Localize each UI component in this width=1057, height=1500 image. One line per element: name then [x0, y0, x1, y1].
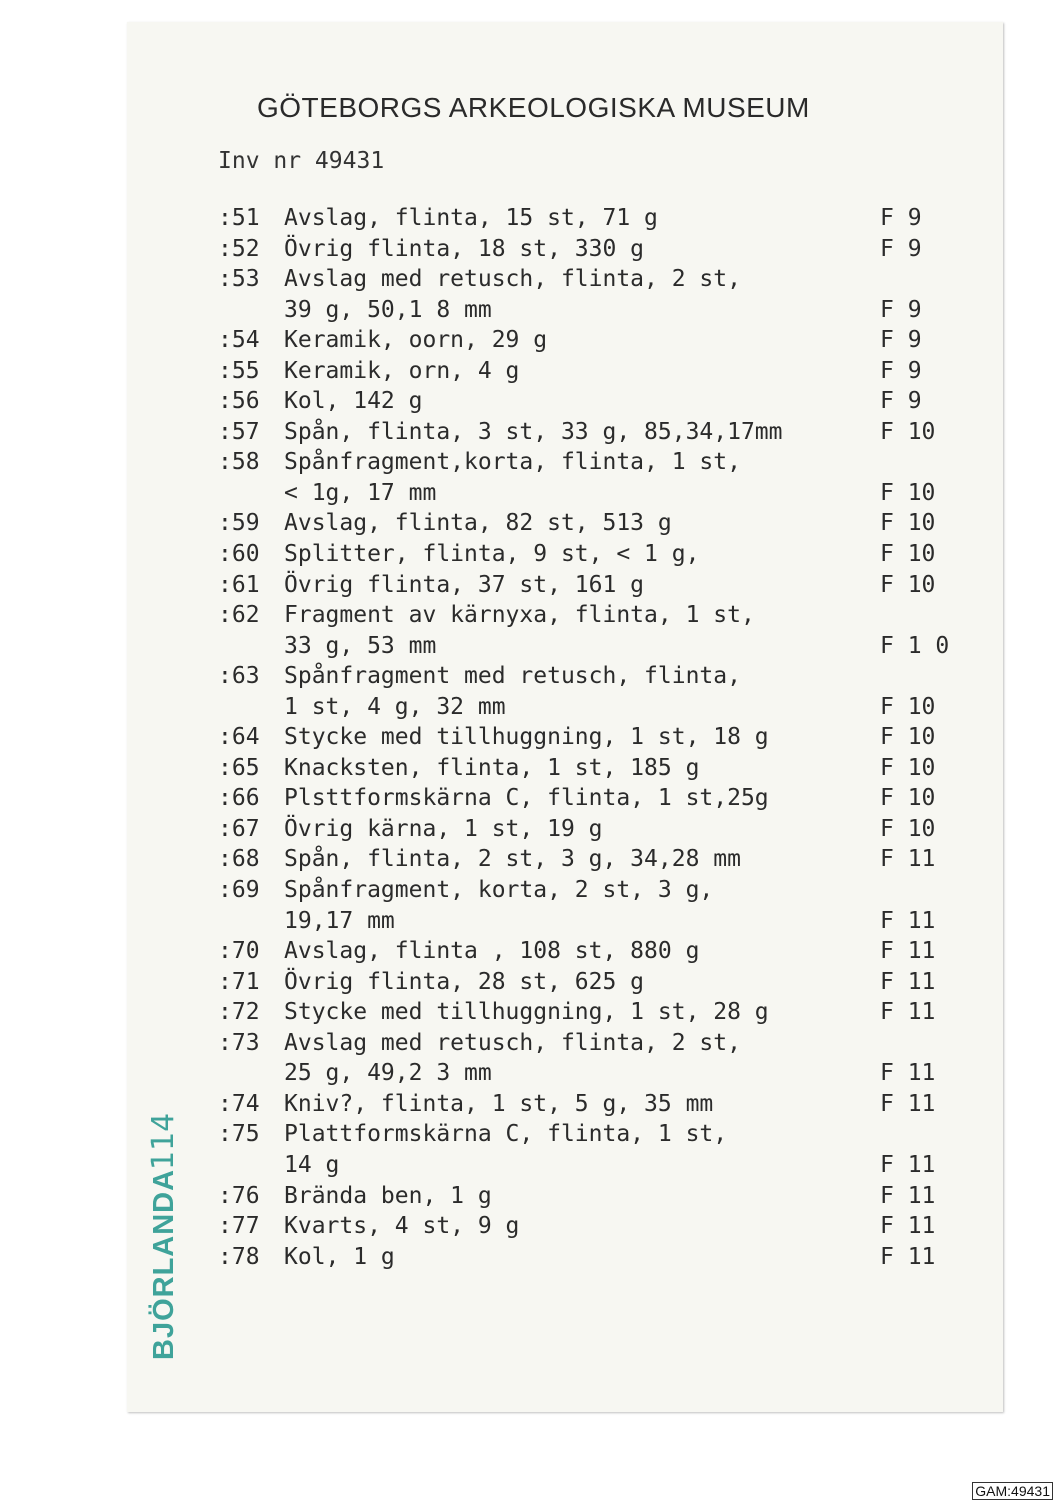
item-number: :67 [218, 815, 260, 842]
item-location: F 10 [880, 754, 936, 781]
item-location: F 11 [880, 1243, 936, 1270]
item-number: :78 [218, 1243, 260, 1270]
list-item [218, 1150, 978, 1181]
item-number: :57 [218, 418, 260, 445]
item-location: F 11 [880, 1090, 936, 1117]
item-description: Stycke med tillhuggning, 1 st, 28 g [284, 999, 769, 1026]
item-number: :76 [218, 1182, 260, 1209]
item-description: Spånfragment, korta, 2 st, 3 g, [284, 877, 714, 904]
item-location: F 9 [880, 235, 922, 262]
list-item [218, 753, 978, 784]
item-number: :55 [218, 357, 260, 384]
item-number: :63 [218, 663, 260, 690]
list-item [218, 783, 978, 814]
item-number: :58 [218, 449, 260, 476]
item-description: 14 g [284, 1151, 340, 1178]
item-description: 33 g, 53 mm [284, 632, 437, 659]
handwritten-number: 114 [146, 1112, 181, 1170]
item-location: F 10 [880, 541, 936, 568]
item-number: :60 [218, 541, 260, 568]
item-description: Spånfragment,korta, flinta, 1 st, [284, 449, 741, 476]
item-description: Spån, flinta, 3 st, 33 g, 85,34,17mm [284, 418, 783, 445]
item-description: Stycke med tillhuggning, 1 st, 18 g [284, 724, 769, 751]
item-number: :66 [218, 785, 260, 812]
item-description: 19,17 mm [284, 907, 395, 934]
item-location: F 9 [880, 327, 922, 354]
list-item [218, 539, 978, 570]
item-description: Avslag, flinta, 15 st, 71 g [284, 205, 658, 231]
item-number: :74 [218, 1090, 260, 1117]
item-description: Keramik, orn, 4 g [284, 357, 520, 384]
list-item [218, 478, 978, 509]
item-description: < 1g, 17 mm [284, 479, 437, 506]
list-item [218, 1181, 978, 1212]
list-item [218, 722, 978, 753]
list-item [218, 234, 978, 265]
item-location: F 10 [880, 571, 936, 598]
item-description: Kniv?, flinta, 1 st, 5 g, 35 mm [284, 1090, 714, 1117]
list-item [218, 386, 978, 417]
item-location: F 11 [880, 1151, 936, 1178]
item-number: :70 [218, 938, 260, 965]
list-item [218, 814, 978, 845]
item-number: :65 [218, 754, 260, 781]
item-number: :77 [218, 1213, 260, 1240]
item-location: F 11 [880, 907, 936, 934]
list-item [218, 570, 978, 601]
item-number: :51 [218, 205, 260, 231]
item-location: F 10 [880, 693, 936, 720]
item-description: Övrig flinta, 18 st, 330 g [284, 235, 645, 262]
item-number: :53 [218, 266, 260, 293]
item-location: F 10 [880, 785, 936, 812]
catalog-id-label: GAM:49431 [972, 1482, 1053, 1500]
list-item [218, 967, 978, 998]
item-description: Övrig flinta, 37 st, 161 g [284, 571, 645, 598]
item-number: :72 [218, 999, 260, 1026]
list-item [218, 936, 978, 967]
list-item [218, 600, 978, 631]
list-item [218, 264, 978, 295]
list-item [218, 508, 978, 539]
item-location: F 10 [880, 510, 936, 537]
item-description: 39 g, 50,1 8 mm [284, 296, 492, 323]
entry-list [218, 203, 978, 1272]
list-item [218, 1119, 978, 1150]
item-description: Splitter, flinta, 9 st, < 1 g, [284, 541, 700, 568]
list-item [218, 417, 978, 448]
list-item [218, 325, 978, 356]
item-number: :59 [218, 510, 260, 537]
item-number: :68 [218, 846, 260, 873]
item-location: F 11 [880, 968, 936, 995]
list-item [218, 295, 978, 326]
item-location: F 11 [880, 938, 936, 965]
item-description: Avslag med retusch, flinta, 2 st, [284, 266, 741, 293]
list-item [218, 1089, 978, 1120]
list-item [218, 203, 978, 234]
item-location: F 9 [880, 357, 922, 384]
item-description: Plsttformskärna C, flinta, 1 st,25g [284, 785, 769, 812]
item-description: Fragment av kärnyxa, flinta, 1 st, [284, 602, 755, 629]
item-number: :64 [218, 724, 260, 751]
list-item [218, 1242, 978, 1273]
item-location: F 9 [880, 205, 922, 231]
list-item [218, 447, 978, 478]
list-item [218, 844, 978, 875]
item-description: Plattformskärna C, flinta, 1 st, [284, 1121, 728, 1148]
item-location: F 10 [880, 724, 936, 751]
item-location: F 11 [880, 1060, 936, 1087]
item-number: :75 [218, 1121, 260, 1148]
item-location: F 1 0 [880, 632, 950, 659]
item-description: Spån, flinta, 2 st, 3 g, 34,28 mm [284, 846, 741, 873]
item-location: F 11 [880, 1213, 936, 1240]
list-item [218, 997, 978, 1028]
item-location: F 11 [880, 999, 936, 1026]
list-item [218, 875, 978, 906]
item-number: :62 [218, 602, 260, 629]
item-description: Knacksten, flinta, 1 st, 185 g [284, 754, 700, 781]
item-number: :54 [218, 327, 260, 354]
item-description: Spånfragment med retusch, flinta, [284, 663, 741, 690]
item-location: F 9 [880, 296, 922, 323]
list-item [218, 1211, 978, 1242]
list-item [218, 661, 978, 692]
item-location: F 11 [880, 1182, 936, 1209]
list-item [218, 1058, 978, 1089]
list-item [218, 692, 978, 723]
item-description: Kol, 1 g [284, 1243, 395, 1270]
location-stamp: BJÖRLANDA [148, 1168, 180, 1360]
museum-title: GÖTEBORGS ARKEOLOGISKA MUSEUM [257, 92, 810, 123]
item-description: Avslag, flinta , 108 st, 880 g [284, 938, 700, 965]
item-number: :73 [218, 1029, 260, 1056]
list-item [218, 1028, 978, 1059]
inventory-number: Inv nr 49431 [218, 148, 385, 174]
item-number: :61 [218, 571, 260, 598]
list-item [218, 356, 978, 387]
item-description: 25 g, 49,2 3 mm [284, 1060, 492, 1087]
item-description: Kol, 142 g [284, 388, 423, 415]
item-description: Avslag, flinta, 82 st, 513 g [284, 510, 672, 537]
item-number: :52 [218, 235, 260, 262]
item-location: F 9 [880, 388, 922, 415]
item-description: 1 st, 4 g, 32 mm [284, 693, 506, 720]
item-location: F 10 [880, 815, 936, 842]
item-description: Kvarts, 4 st, 9 g [284, 1213, 520, 1240]
item-location: F 10 [880, 418, 936, 445]
item-location: F 11 [880, 846, 936, 873]
item-description: Keramik, oorn, 29 g [284, 327, 548, 354]
item-number: :69 [218, 877, 260, 904]
item-description: Övrig flinta, 28 st, 625 g [284, 968, 645, 995]
item-number: :56 [218, 388, 260, 415]
item-location: F 10 [880, 479, 936, 506]
list-item [218, 906, 978, 937]
item-number: :71 [218, 968, 260, 995]
item-description: Övrig kärna, 1 st, 19 g [284, 815, 603, 842]
item-description: Brända ben, 1 g [284, 1182, 492, 1209]
list-item [218, 631, 978, 662]
item-description: Avslag med retusch, flinta, 2 st, [284, 1029, 741, 1056]
